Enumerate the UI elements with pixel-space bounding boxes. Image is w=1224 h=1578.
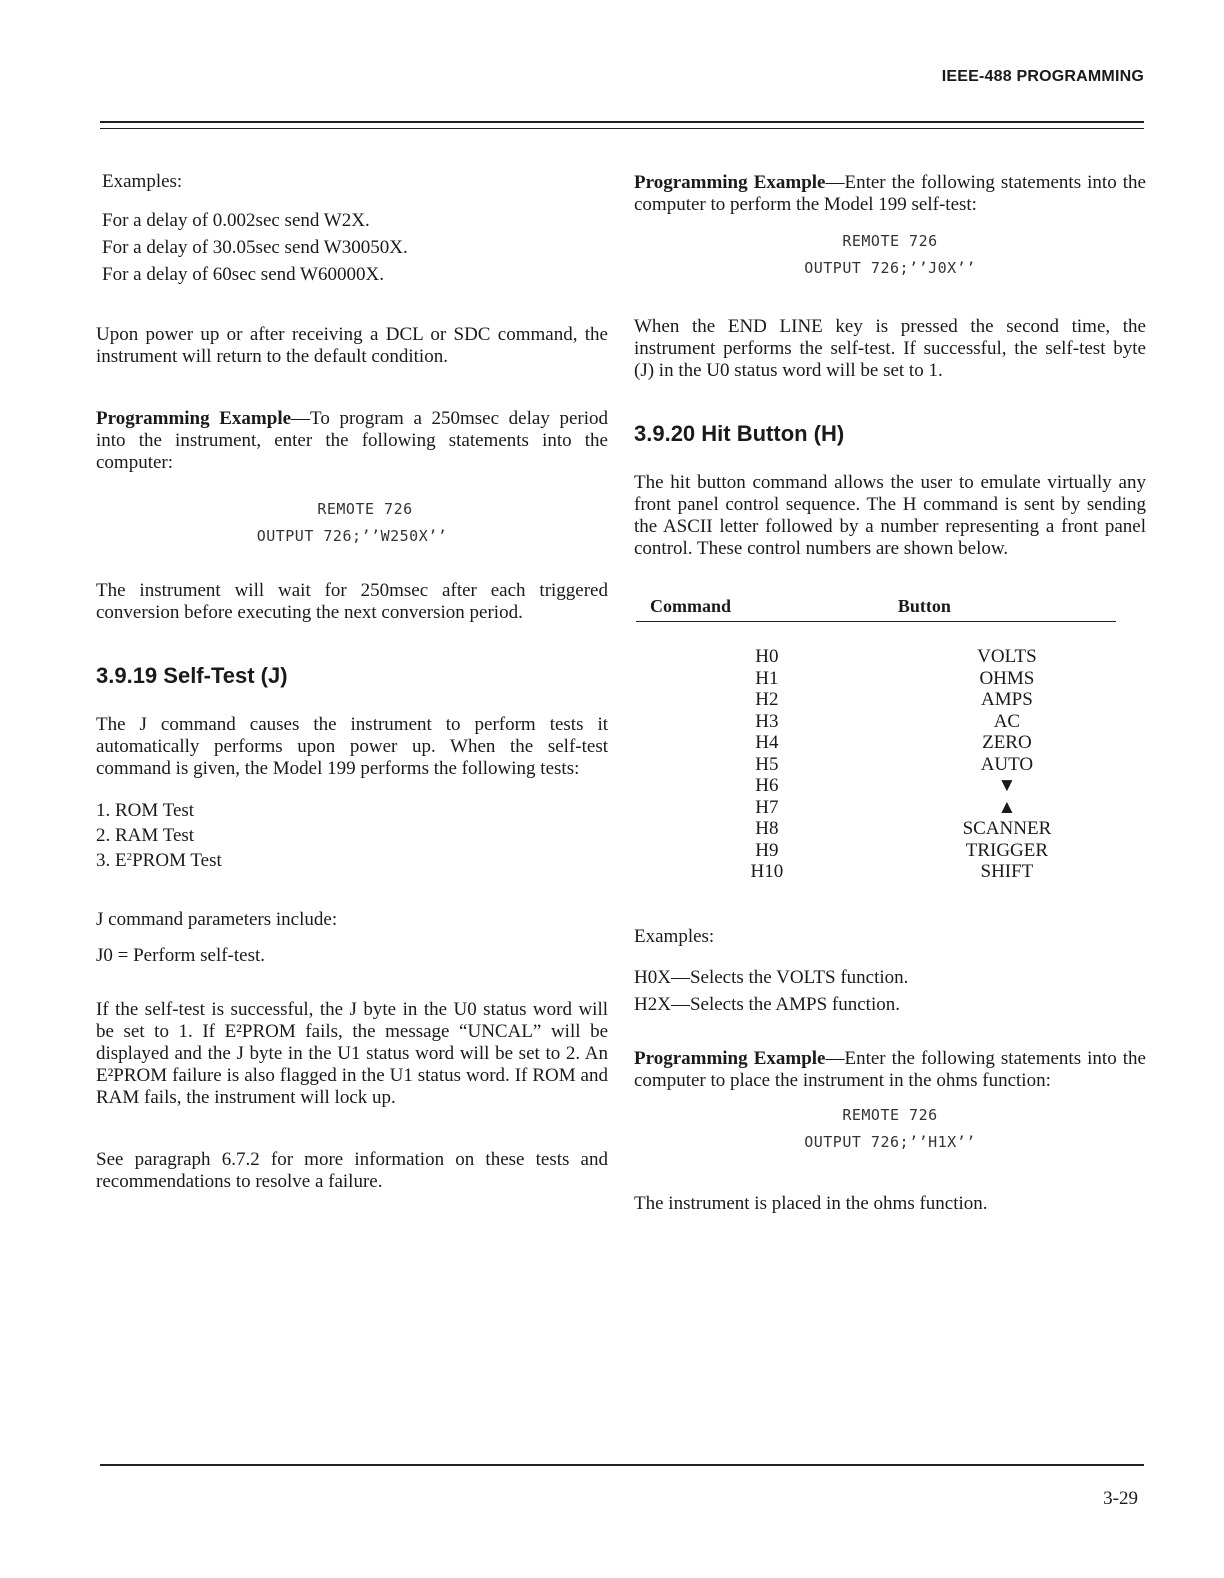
wait-paragraph: The instrument will wait for 250msec after each triggered conversion before executing the next conversion period. bbox=[96, 580, 608, 623]
examples-label: Examples: bbox=[102, 171, 183, 192]
left-column bbox=[96, 168, 608, 1193]
button-cell: AC bbox=[993, 710, 1021, 732]
command-cell: H10 bbox=[750, 861, 784, 882]
command-cell: H1 bbox=[755, 667, 779, 689]
code-block bbox=[634, 1102, 1146, 1156]
code-line: REMOTE 726 bbox=[842, 232, 938, 250]
self-test-intro: The J command causes the instrument to perform tests it automatically performs upon power up. When the self-test command is given, the Model 199 performs the following tests: bbox=[96, 714, 608, 779]
programming-example-label: Programming Example bbox=[634, 172, 826, 193]
param-j0: J0 = Perform self-test. bbox=[96, 945, 266, 966]
delay-example: For a delay of 60sec send W60000X. bbox=[102, 264, 384, 285]
self-test-success-paragraph: If the self-test is successful, the J byte in the U0 status word will be set to 1. If E²PROM fails, the message “UNCAL” will be displayed and the J byte in the U1 status word will be set to 2. An E²PROM failure is also flagged in the U1 status word. If ROM and RAM fails, the instrument will lock up. bbox=[96, 999, 608, 1108]
hit-button-table bbox=[636, 596, 1116, 883]
button-cell: ZERO bbox=[982, 732, 1032, 753]
command-cell: H3 bbox=[755, 710, 779, 732]
table-row bbox=[636, 775, 1116, 797]
page-number: 3-29 bbox=[1103, 1488, 1138, 1509]
header-rule bbox=[100, 121, 1144, 123]
table-row bbox=[636, 818, 1116, 840]
programming-example-paragraph bbox=[96, 408, 608, 474]
button-cell: AMPS bbox=[981, 689, 1033, 710]
see-paragraph: See paragraph 6.7.2 for more information on these tests and recommendations to resolve a failure. bbox=[96, 1149, 608, 1192]
h-example: H2X—Selects the AMPS function. bbox=[634, 993, 900, 1015]
button-cell: ▼ bbox=[997, 775, 1017, 796]
table-row bbox=[636, 711, 1116, 733]
ohms-paragraph: The instrument is placed in the ohms function. bbox=[634, 1192, 988, 1214]
programming-example-label: Programming Example bbox=[96, 408, 292, 429]
table-row bbox=[636, 668, 1116, 690]
footer-rule bbox=[100, 1464, 1144, 1466]
button-cell: SCANNER bbox=[962, 818, 1052, 839]
command-cell: H0 bbox=[755, 646, 779, 667]
programming-example-paragraph bbox=[634, 1048, 1146, 1092]
code-block bbox=[634, 228, 1146, 282]
params-label: J command parameters include: bbox=[96, 909, 338, 930]
delay-example: For a delay of 30.05sec send W30050X. bbox=[102, 237, 408, 258]
programming-example-label: Programming Example bbox=[634, 1047, 826, 1069]
button-cell: AUTO bbox=[980, 753, 1034, 775]
examples-label: Examples: bbox=[634, 925, 715, 947]
programming-example-paragraph bbox=[634, 172, 1146, 216]
button-cell: TRIGGER bbox=[965, 839, 1049, 861]
hit-button-intro: The hit button command allows the user to emulate virtually any front panel control sequence. The H command is sent by sending the ASCII letter followed by a number representing a front panel control. These control numbers are shown below. bbox=[634, 472, 1146, 559]
command-cell: H7 bbox=[755, 796, 779, 818]
table-row bbox=[636, 861, 1116, 883]
command-cell: H9 bbox=[755, 839, 779, 861]
table-row bbox=[636, 754, 1116, 776]
end-line-paragraph: When the END LINE key is pressed the second time, the instrument performs the self-test. If successful, the self-test byte (J) in the U0 status word will be set to 1. bbox=[634, 316, 1146, 381]
programming-example-text: —To program a 250msec delay period into the instrument, enter the following statements into the computer: bbox=[96, 408, 608, 473]
button-cell: OHMS bbox=[979, 667, 1035, 689]
button-cell: VOLTS bbox=[977, 646, 1037, 667]
table-header-command: Command bbox=[636, 596, 898, 622]
code-line: OUTPUT 726;’’H1X’’ bbox=[804, 1132, 976, 1151]
page-header-title: IEEE-488 PROGRAMMING bbox=[941, 68, 1144, 85]
code-line: OUTPUT 726;’’W250X’’ bbox=[256, 527, 448, 545]
command-cell: H8 bbox=[755, 818, 779, 839]
test-list-item: 1. ROM Test bbox=[96, 800, 195, 821]
code-block bbox=[96, 496, 608, 550]
code-line: OUTPUT 726;’’J0X’’ bbox=[804, 259, 976, 277]
table-header-button: Button bbox=[898, 596, 1116, 622]
code-line: REMOTE 726 bbox=[842, 1105, 938, 1124]
code-line: REMOTE 726 bbox=[317, 500, 413, 518]
test-list-item: 3. $E^2PROM$ Test bbox=[96, 850, 222, 871]
power-up-paragraph: Upon power up or after receiving a DCL or SDC command, the instrument will return to the default condition. bbox=[96, 324, 608, 367]
table-row bbox=[636, 689, 1116, 711]
table-row bbox=[636, 622, 1116, 668]
table-row bbox=[636, 732, 1116, 754]
button-cell: SHIFT bbox=[980, 861, 1034, 882]
button-cell: ▲ bbox=[997, 796, 1017, 818]
section-heading-hit-button: 3.9.20 Hit Button (H) bbox=[634, 421, 845, 446]
right-column bbox=[634, 172, 1146, 1217]
command-cell: H5 bbox=[755, 753, 779, 775]
delay-example: For a delay of 0.002sec send W2X. bbox=[102, 210, 370, 231]
command-cell: H4 bbox=[755, 732, 779, 753]
table-header-row bbox=[636, 596, 1116, 622]
command-cell: H6 bbox=[755, 775, 779, 796]
command-cell: H2 bbox=[755, 689, 779, 710]
h-example: H0X—Selects the VOLTS function. bbox=[634, 966, 909, 988]
table-row bbox=[636, 840, 1116, 862]
header-rule-thin bbox=[100, 128, 1144, 129]
test-list-item: 2. RAM Test bbox=[96, 825, 195, 846]
programming-example-text: —Enter the following statements into the computer to perform the Model 199 self-test: bbox=[634, 172, 1146, 215]
programming-example-text: —Enter the following statements into the computer to place the instrument in the ohms function: bbox=[634, 1047, 1146, 1091]
table-row bbox=[636, 797, 1116, 819]
section-heading-self-test: 3.9.19 Self-Test (J) bbox=[96, 663, 288, 688]
